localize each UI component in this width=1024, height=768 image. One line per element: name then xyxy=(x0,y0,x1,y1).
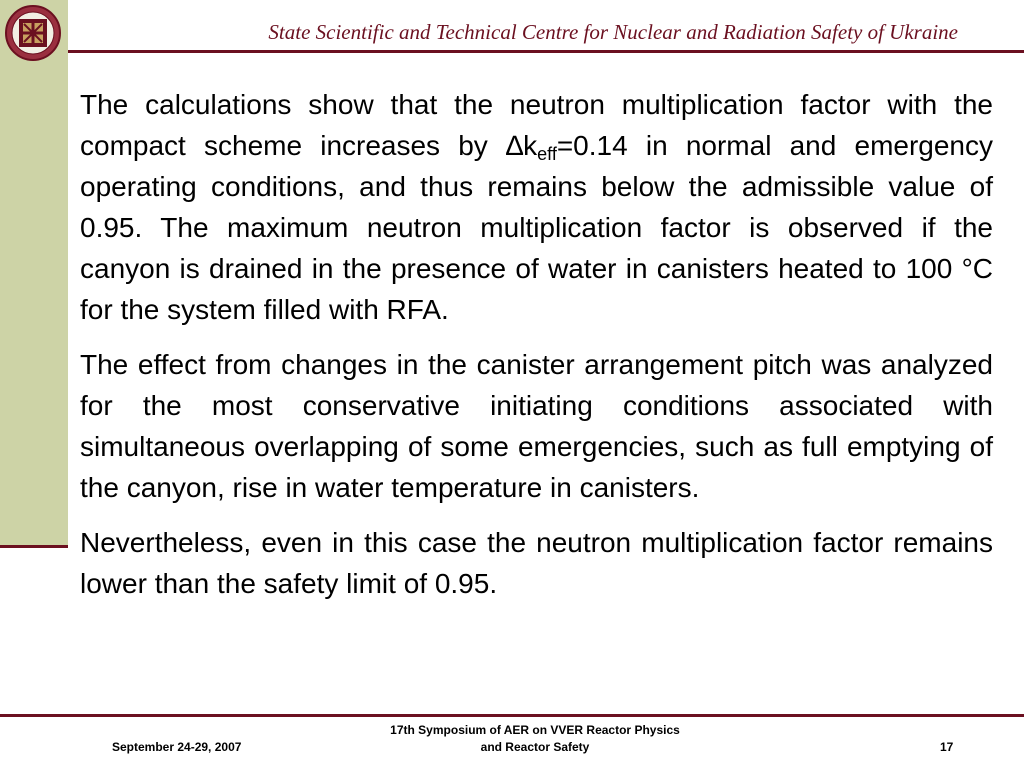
left-sidebar-band xyxy=(0,0,68,545)
page-number: 17 xyxy=(940,740,954,754)
header-divider xyxy=(68,50,1024,53)
paragraph-1-text-b: =0.14 in normal and emergency operating conditions, and thus remains below the admissible value of 0.95. The maximum neutron multiplication factor is observed if the canyon is drained in the presence of water in canisters heated to 100 °C for the system filled with RFA. xyxy=(80,130,993,325)
paragraph-1 xyxy=(80,84,993,330)
footer-divider xyxy=(0,714,1024,717)
footer-event-line-2: and Reactor Safety xyxy=(480,740,590,754)
paragraph-1-text-a: The calculations show that the neutron multiplication factor with the compact scheme increases by xyxy=(80,89,993,161)
footer-date: September 24-29, 2007 xyxy=(112,740,242,754)
header-title: State Scientific and Technical Centre for Nuclear and Radiation Safety of Ukraine xyxy=(268,20,958,44)
footer-event xyxy=(330,722,740,756)
slide-body xyxy=(80,84,993,618)
eff-subscript: eff xyxy=(537,144,557,164)
delta-k-symbol: ∆k xyxy=(506,130,538,161)
paragraph-2: The effect from changes in the canister arrangement pitch was analyzed for the most conservative initiating conditions associated with simultaneous overlapping of some emergencies, such as full emptying of the canyon, rise in water temperature in canisters. xyxy=(80,349,993,503)
paragraph-3: Nevertheless, even in this case the neutron multiplication factor remains lower than the safety limit of 0.95. xyxy=(80,527,993,599)
sidebar-divider xyxy=(0,545,68,548)
organization-emblem-icon xyxy=(4,4,62,62)
footer-event-line-1: 17th Symposium of AER on VVER Reactor Physics xyxy=(390,723,680,737)
